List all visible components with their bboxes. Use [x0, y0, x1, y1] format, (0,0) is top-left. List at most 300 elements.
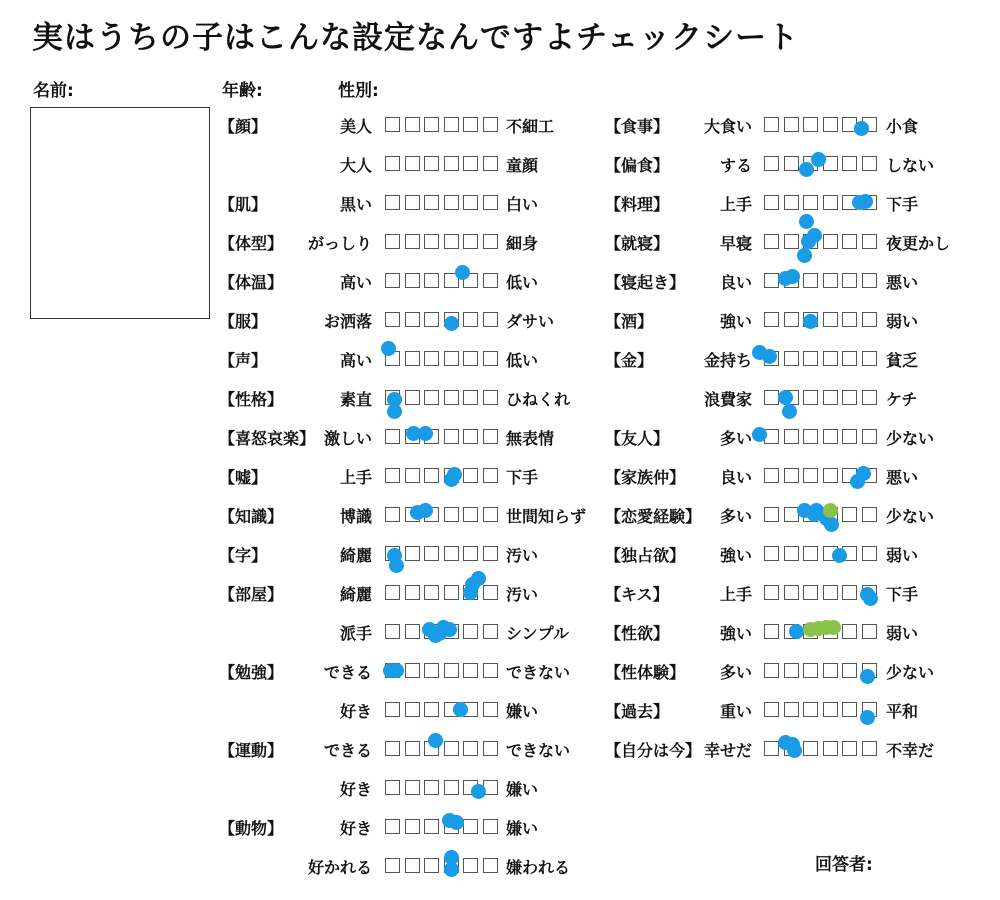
rating-checkbox[interactable]: [405, 741, 420, 756]
rating-checkbox[interactable]: [385, 429, 400, 444]
rating-checkbox[interactable]: [764, 234, 779, 249]
rating-checkbox[interactable]: [764, 624, 779, 639]
rating-checkbox[interactable]: [784, 702, 799, 717]
rating-checkbox[interactable]: [784, 585, 799, 600]
rating-checkbox[interactable]: [764, 195, 779, 210]
rating-checkbox[interactable]: [424, 468, 439, 483]
row-left-label: 好き: [339, 819, 372, 838]
rating-checkbox[interactable]: [385, 819, 400, 834]
name-label: 名前:: [33, 81, 74, 101]
rating-checkbox[interactable]: [444, 741, 459, 756]
sheet-title: 実はうちの子はこんな設定なんですよチェックシート: [32, 20, 800, 56]
rating-checkbox[interactable]: [463, 741, 478, 756]
rating-checkbox[interactable]: [803, 117, 818, 132]
marker-dot: [860, 710, 875, 725]
rating-checkbox[interactable]: [803, 429, 818, 444]
row-left-label: 大食い: [703, 117, 752, 136]
marker-dot: [471, 784, 486, 799]
rating-checkbox[interactable]: [784, 195, 799, 210]
row-left-label: する: [719, 156, 752, 175]
rating-checkbox[interactable]: [405, 858, 420, 873]
rating-checkbox[interactable]: [444, 351, 459, 366]
marker-dot: [471, 571, 486, 586]
rating-checkbox[interactable]: [784, 117, 799, 132]
portrait-box: [30, 107, 210, 319]
row-right-label: 平和: [886, 702, 919, 721]
rating-checkbox[interactable]: [764, 507, 779, 522]
marker-dot: [752, 427, 767, 442]
marker-dot: [389, 663, 404, 678]
rating-checkbox[interactable]: [463, 546, 478, 561]
row-left-label: 多い: [719, 507, 752, 526]
rating-checkbox[interactable]: [803, 546, 818, 561]
row-right-label: 弱い: [886, 312, 919, 331]
row-category: 【嘘】: [219, 468, 268, 487]
row-right-label: 下手: [886, 585, 919, 604]
rating-checkbox[interactable]: [483, 117, 498, 132]
rating-checkbox[interactable]: [842, 741, 857, 756]
rating-checkbox[interactable]: [862, 273, 877, 288]
rating-checkbox[interactable]: [842, 390, 857, 405]
marker-dot: [418, 426, 433, 441]
row-right-label: 嫌われる: [506, 858, 571, 877]
rating-checkbox[interactable]: [803, 195, 818, 210]
marker-dot: [455, 265, 470, 280]
row-category: 【就寝】: [605, 234, 670, 253]
marker-dot: [801, 234, 816, 249]
rating-checkbox[interactable]: [405, 195, 420, 210]
row-right-label: 小食: [886, 117, 919, 136]
row-right-label: 夜更かし: [886, 234, 951, 253]
row-category: 【食事】: [605, 117, 670, 136]
rating-checkbox[interactable]: [385, 780, 400, 795]
row-right-label: しない: [886, 156, 935, 175]
rating-checkbox[interactable]: [764, 312, 779, 327]
rating-checkbox[interactable]: [385, 624, 400, 639]
rating-checkbox[interactable]: [483, 390, 498, 405]
row-right-label: 低い: [506, 273, 539, 292]
row-right-label: 少ない: [886, 429, 935, 448]
rating-checkbox[interactable]: [862, 156, 877, 171]
rating-checkbox[interactable]: [842, 663, 857, 678]
row-right-label: 白い: [506, 195, 539, 214]
rating-checkbox[interactable]: [444, 585, 459, 600]
rating-checkbox[interactable]: [405, 585, 420, 600]
row-left-label: 重い: [719, 702, 752, 721]
row-category: 【字】: [219, 546, 268, 565]
row-category: 【性欲】: [605, 624, 670, 643]
rating-checkbox[interactable]: [764, 117, 779, 132]
marker-dot: [449, 815, 464, 830]
rating-checkbox[interactable]: [803, 351, 818, 366]
row-right-label: 下手: [506, 468, 539, 487]
rating-checkbox[interactable]: [823, 468, 838, 483]
row-left-label: 素直: [339, 390, 372, 409]
row-left-label: 好き: [339, 780, 372, 799]
rating-checkbox[interactable]: [444, 156, 459, 171]
rating-checkbox[interactable]: [385, 156, 400, 171]
rating-checkbox[interactable]: [483, 429, 498, 444]
row-right-label: 嫌い: [506, 702, 539, 721]
marker-dot: [854, 121, 869, 136]
rating-checkbox[interactable]: [803, 273, 818, 288]
marker-dot: [856, 466, 871, 481]
row-category: 【動物】: [219, 819, 284, 838]
rating-checkbox[interactable]: [764, 468, 779, 483]
row-right-label: 嫌い: [506, 819, 539, 838]
rating-checkbox[interactable]: [784, 429, 799, 444]
rating-checkbox[interactable]: [483, 624, 498, 639]
rating-checkbox[interactable]: [405, 273, 420, 288]
rating-checkbox[interactable]: [385, 585, 400, 600]
rating-checkbox[interactable]: [444, 117, 459, 132]
marker-dot: [787, 743, 802, 758]
row-right-label: できない: [506, 741, 571, 760]
rating-checkbox[interactable]: [463, 234, 478, 249]
row-left-label: 博識: [339, 507, 372, 526]
rating-checkbox[interactable]: [405, 624, 420, 639]
rating-checkbox[interactable]: [385, 312, 400, 327]
rating-checkbox[interactable]: [463, 624, 478, 639]
marker-dot: [418, 503, 433, 518]
rating-checkbox[interactable]: [784, 663, 799, 678]
rating-checkbox[interactable]: [842, 234, 857, 249]
rating-checkbox[interactable]: [842, 273, 857, 288]
row-right-label: 汚い: [506, 585, 539, 604]
row-category: 【服】: [219, 312, 268, 331]
rating-checkbox[interactable]: [405, 156, 420, 171]
rating-checkbox[interactable]: [764, 156, 779, 171]
rating-checkbox[interactable]: [862, 390, 877, 405]
row-right-label: ひねくれ: [506, 390, 571, 409]
row-right-label: 弱い: [886, 546, 919, 565]
row-left-label: 多い: [719, 429, 752, 448]
rating-checkbox[interactable]: [405, 468, 420, 483]
rating-checkbox[interactable]: [463, 117, 478, 132]
rating-checkbox[interactable]: [842, 429, 857, 444]
rating-checkbox[interactable]: [483, 351, 498, 366]
rating-checkbox[interactable]: [862, 312, 877, 327]
rating-checkbox[interactable]: [784, 546, 799, 561]
rating-checkbox[interactable]: [483, 858, 498, 873]
rating-checkbox[interactable]: [483, 507, 498, 522]
row-right-label: 悪い: [886, 468, 919, 487]
row-right-label: 少ない: [886, 507, 935, 526]
rating-checkbox[interactable]: [463, 507, 478, 522]
row-right-label: 下手: [886, 195, 919, 214]
row-left-label: 多い: [719, 663, 752, 682]
rating-checkbox[interactable]: [483, 312, 498, 327]
rating-checkbox[interactable]: [424, 780, 439, 795]
row-category: 【独占欲】: [605, 546, 686, 565]
rating-checkbox[interactable]: [463, 390, 478, 405]
rating-checkbox[interactable]: [784, 234, 799, 249]
rating-checkbox[interactable]: [424, 195, 439, 210]
rating-checkbox[interactable]: [385, 117, 400, 132]
rating-checkbox[interactable]: [444, 390, 459, 405]
rating-checkbox[interactable]: [823, 702, 838, 717]
rating-checkbox[interactable]: [424, 702, 439, 717]
rating-checkbox[interactable]: [424, 117, 439, 132]
rating-checkbox[interactable]: [483, 156, 498, 171]
rating-checkbox[interactable]: [385, 195, 400, 210]
rating-checkbox[interactable]: [823, 117, 838, 132]
rating-checkbox[interactable]: [424, 546, 439, 561]
rating-checkbox[interactable]: [764, 546, 779, 561]
rating-checkbox[interactable]: [463, 351, 478, 366]
rating-checkbox[interactable]: [784, 468, 799, 483]
row-left-label: 高い: [339, 351, 372, 370]
rating-checkbox[interactable]: [405, 546, 420, 561]
rating-checkbox[interactable]: [862, 351, 877, 366]
row-left-label: 上手: [719, 195, 752, 214]
rating-checkbox[interactable]: [842, 351, 857, 366]
rating-checkbox[interactable]: [385, 273, 400, 288]
row-category: 【家族仲】: [605, 468, 686, 487]
row-category: 【運動】: [219, 741, 284, 760]
rating-checkbox[interactable]: [803, 702, 818, 717]
rating-checkbox[interactable]: [784, 156, 799, 171]
row-right-label: 貧乏: [886, 351, 919, 370]
row-left-label: 良い: [719, 468, 752, 487]
rating-checkbox[interactable]: [463, 858, 478, 873]
row-left-label: 強い: [719, 624, 752, 643]
rating-checkbox[interactable]: [444, 234, 459, 249]
row-left-label: お洒落: [323, 312, 372, 331]
rating-checkbox[interactable]: [405, 117, 420, 132]
rating-checkbox[interactable]: [405, 702, 420, 717]
rating-checkbox[interactable]: [483, 273, 498, 288]
rating-checkbox[interactable]: [463, 195, 478, 210]
row-right-label: 嫌い: [506, 780, 539, 799]
row-right-label: シンプル: [506, 624, 569, 643]
rating-checkbox[interactable]: [764, 273, 779, 288]
rating-checkbox[interactable]: [784, 312, 799, 327]
rating-checkbox[interactable]: [483, 741, 498, 756]
marker-dot: [863, 591, 878, 606]
row-left-label: 好き: [339, 702, 372, 721]
row-right-label: 不幸だ: [886, 741, 935, 760]
rating-checkbox[interactable]: [483, 468, 498, 483]
rating-checkbox[interactable]: [803, 663, 818, 678]
rating-checkbox[interactable]: [424, 858, 439, 873]
marker-dot: [858, 194, 873, 209]
marker-dot: [785, 269, 800, 284]
row-right-label: 悪い: [886, 273, 919, 292]
rating-checkbox[interactable]: [444, 507, 459, 522]
rating-checkbox[interactable]: [862, 234, 877, 249]
rating-checkbox[interactable]: [483, 234, 498, 249]
rating-checkbox[interactable]: [424, 156, 439, 171]
respondent-label: 回答者:: [815, 855, 873, 875]
row-left-label: 上手: [339, 468, 372, 487]
rating-checkbox[interactable]: [862, 741, 877, 756]
rating-checkbox[interactable]: [444, 546, 459, 561]
rating-checkbox[interactable]: [424, 585, 439, 600]
marker-dot: [762, 349, 777, 364]
rating-checkbox[interactable]: [463, 819, 478, 834]
rating-checkbox[interactable]: [483, 702, 498, 717]
rating-checkbox[interactable]: [463, 429, 478, 444]
row-left-label: 綺麗: [339, 585, 372, 604]
rating-checkbox[interactable]: [842, 624, 857, 639]
row-category: 【金】: [605, 351, 654, 370]
rating-checkbox[interactable]: [385, 741, 400, 756]
rating-checkbox[interactable]: [842, 156, 857, 171]
rating-checkbox[interactable]: [764, 585, 779, 600]
row-category: 【部屋】: [219, 585, 284, 604]
rating-checkbox[interactable]: [424, 312, 439, 327]
rating-checkbox[interactable]: [463, 312, 478, 327]
marker-dot: [428, 628, 443, 643]
rating-checkbox[interactable]: [463, 663, 478, 678]
row-right-label: 世間知らず: [506, 507, 587, 526]
row-category: 【性格】: [219, 390, 284, 409]
rating-checkbox[interactable]: [803, 741, 818, 756]
rating-checkbox[interactable]: [405, 663, 420, 678]
row-left-label: 大人: [339, 156, 372, 175]
row-category: 【勉強】: [219, 663, 284, 682]
row-category: 【肌】: [219, 195, 268, 214]
rating-checkbox[interactable]: [862, 429, 877, 444]
rating-checkbox[interactable]: [764, 663, 779, 678]
row-left-label: 美人: [339, 117, 372, 136]
rating-checkbox[interactable]: [463, 468, 478, 483]
marker-dot: [826, 620, 841, 635]
row-right-label: 汚い: [506, 546, 539, 565]
row-right-label: 童顔: [506, 156, 539, 175]
row-category: 【過去】: [605, 702, 670, 721]
marker-dot: [447, 467, 462, 482]
rating-checkbox[interactable]: [862, 507, 877, 522]
row-right-label: 無表情: [506, 429, 555, 448]
row-category: 【知識】: [219, 507, 284, 526]
rating-checkbox[interactable]: [385, 858, 400, 873]
row-category: 【声】: [219, 351, 268, 370]
rating-checkbox[interactable]: [823, 312, 838, 327]
rating-checkbox[interactable]: [385, 234, 400, 249]
rating-checkbox[interactable]: [862, 624, 877, 639]
marker-dot: [860, 669, 875, 684]
rating-checkbox[interactable]: [483, 585, 498, 600]
rating-checkbox[interactable]: [424, 390, 439, 405]
marker-dot: [463, 585, 478, 600]
row-category: 【料理】: [605, 195, 670, 214]
row-category: 【自分は今】: [605, 741, 702, 760]
rating-checkbox[interactable]: [823, 273, 838, 288]
rating-checkbox[interactable]: [424, 234, 439, 249]
rating-checkbox[interactable]: [483, 663, 498, 678]
rating-checkbox[interactable]: [764, 390, 779, 405]
row-category: 【友人】: [605, 429, 670, 448]
row-category: 【酒】: [605, 312, 654, 331]
marker-dot: [807, 507, 822, 522]
rating-checkbox[interactable]: [405, 390, 420, 405]
rating-checkbox[interactable]: [424, 819, 439, 834]
rating-checkbox[interactable]: [842, 702, 857, 717]
rating-checkbox[interactable]: [444, 429, 459, 444]
rating-checkbox[interactable]: [385, 702, 400, 717]
row-left-label: 強い: [719, 546, 752, 565]
rating-checkbox[interactable]: [784, 351, 799, 366]
row-left-label: 浪費家: [703, 390, 752, 409]
row-left-label: がっしり: [307, 234, 372, 253]
rating-checkbox[interactable]: [823, 234, 838, 249]
marker-dot: [389, 558, 404, 573]
rating-checkbox[interactable]: [823, 585, 838, 600]
row-category: 【キス】: [605, 585, 669, 604]
marker-dot: [799, 214, 814, 229]
rating-checkbox[interactable]: [405, 234, 420, 249]
row-right-label: 少ない: [886, 663, 935, 682]
rating-checkbox[interactable]: [842, 507, 857, 522]
rating-checkbox[interactable]: [405, 312, 420, 327]
row-right-label: ケチ: [886, 390, 918, 409]
rating-checkbox[interactable]: [424, 273, 439, 288]
marker-dot: [782, 404, 797, 419]
marker-dot: [803, 314, 818, 329]
rating-checkbox[interactable]: [823, 429, 838, 444]
rating-checkbox[interactable]: [483, 195, 498, 210]
rating-checkbox[interactable]: [483, 819, 498, 834]
rating-checkbox[interactable]: [764, 741, 779, 756]
rating-checkbox[interactable]: [424, 351, 439, 366]
rating-checkbox[interactable]: [385, 507, 400, 522]
rating-checkbox[interactable]: [803, 585, 818, 600]
age-label: 年齢:: [222, 81, 263, 101]
gender-label: 性別:: [338, 81, 379, 101]
row-left-label: 金持ち: [703, 351, 752, 370]
marker-dot: [832, 548, 847, 563]
row-category: 【偏食】: [605, 156, 670, 175]
rating-checkbox[interactable]: [444, 780, 459, 795]
row-right-label: ダサい: [506, 312, 555, 331]
row-left-label: 好かれる: [307, 858, 372, 877]
rating-checkbox[interactable]: [823, 351, 838, 366]
rating-checkbox[interactable]: [463, 156, 478, 171]
marker-dot: [428, 733, 443, 748]
marker-dot: [444, 862, 459, 877]
rating-checkbox[interactable]: [842, 585, 857, 600]
marker-dot: [789, 624, 804, 639]
row-right-label: 低い: [506, 351, 539, 370]
rating-checkbox[interactable]: [405, 351, 420, 366]
rating-checkbox[interactable]: [842, 312, 857, 327]
row-right-label: 不細工: [506, 117, 555, 136]
rating-checkbox[interactable]: [764, 702, 779, 717]
rating-checkbox[interactable]: [424, 663, 439, 678]
row-left-label: できる: [323, 741, 372, 760]
marker-dot: [824, 517, 839, 532]
rating-checkbox[interactable]: [823, 195, 838, 210]
rating-checkbox[interactable]: [405, 780, 420, 795]
marker-dot: [811, 152, 826, 167]
rating-checkbox[interactable]: [444, 195, 459, 210]
rating-checkbox[interactable]: [444, 663, 459, 678]
rating-checkbox[interactable]: [405, 819, 420, 834]
row-category: 【寝起き】: [605, 273, 686, 292]
row-category: 【喜怒哀楽】: [219, 429, 316, 448]
rating-checkbox[interactable]: [483, 546, 498, 561]
rating-checkbox[interactable]: [823, 741, 838, 756]
rating-checkbox[interactable]: [823, 390, 838, 405]
rating-checkbox[interactable]: [385, 468, 400, 483]
rating-checkbox[interactable]: [803, 468, 818, 483]
marker-dot: [444, 316, 459, 331]
rating-checkbox[interactable]: [823, 663, 838, 678]
rating-checkbox[interactable]: [862, 546, 877, 561]
rating-checkbox[interactable]: [803, 390, 818, 405]
